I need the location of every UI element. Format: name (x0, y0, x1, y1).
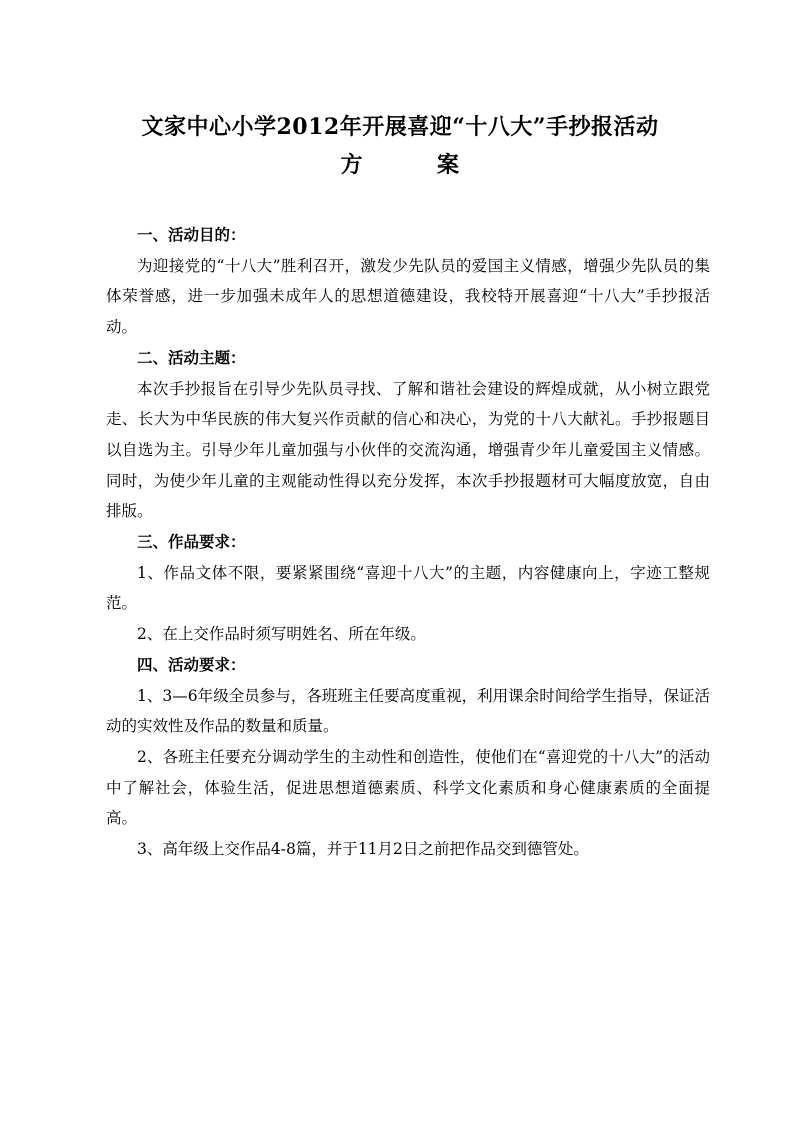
activity-requirement-3: 3、高年级上交作品4-8篇，并于11月2日之前把作品交到德管处。 (137, 840, 589, 859)
document-title-line2 (100, 148, 700, 179)
title-word-an: 案 (437, 152, 460, 178)
document-title: 文家中心小学2012年开展喜迎“十八大”手抄报活动 (141, 114, 659, 140)
section-heading-activity-requirements: 四、活动要求： (137, 654, 246, 674)
work-requirement-1: 1、作品文体不限，要紧紧围绕“喜迎十八大”的主题，内容健康向上，字迹工整规范。 (106, 563, 710, 613)
section-heading-purpose: 一、活动目的： (137, 225, 246, 244)
title-word-fang: 方 (340, 152, 363, 178)
work-requirement-2: 2、在上交作品时须写明姓名、所在年级。 (137, 625, 426, 644)
activity-requirement-1: 1、3—6年级全员参与，各班班主任要高度重视，利用课余时间给学生指导，保证活动的实效性及作品的数量和质量。 (106, 686, 710, 736)
activity-requirement-2: 2、各班主任要充分调动学生的主动性和创造性，使他们在“喜迎党的十八大”的活动中了解社会，体验生活，促进思想道德素质、科学文化素质和身心健康素质的全面提高。 (106, 747, 710, 828)
document-body (106, 220, 710, 865)
theme-paragraph: 本次手抄报旨在引导少先队员寻找、了解和谐社会建设的辉煌成就，从小树立跟党走、长大为中华民族的伟大复兴作贡献的信心和决心，为党的十八大献礼。手抄报题目以自选为主。引导少年儿童加强与小伙伴的交流沟通，增强青少年儿童爱国主义情感。同时，为使少年儿童的主观能动性得以充分发挥，本次手抄报题材可大幅度放宽，自由排版。 (106, 379, 710, 521)
purpose-paragraph: 为迎接党的“十八大”胜利召开，激发少先队员的爱国主义情感，增强少先队员的集体荣誉感，进一步加强未成年人的思想道德建设，我校特开展喜迎“十八大”手抄报活动。 (106, 256, 710, 337)
section-heading-theme: 二、活动主题： (137, 347, 246, 367)
section-heading-work-requirements: 三、作品要求： (137, 532, 246, 552)
